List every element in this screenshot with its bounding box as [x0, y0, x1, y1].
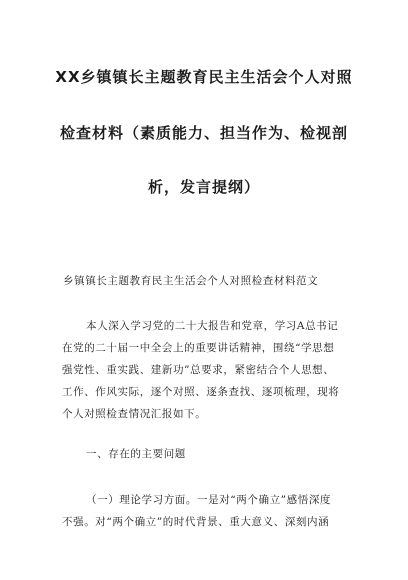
- paragraph-1-line-3: 强党性、重实践、建新功”总要求，紧密结合个人思想、: [62, 364, 335, 376]
- paragraph-2-line-1: （一）理论学习方面。一是对“两个确立”感悟深度: [86, 494, 332, 506]
- document-title-line-1: XX乡镇镇长主题教育民主生活会个人对照: [55, 68, 353, 86]
- document-subtitle: 乡镇镇长主题教育民主生活会个人对照检查材料范文: [63, 275, 319, 287]
- document-title-line-3: 析，发言提纲）: [147, 178, 260, 196]
- paragraph-1-line-5: 个人对照检查情况汇报如下。: [62, 408, 207, 420]
- paragraph-2-line-2: 不强。对“两个确立”的时代背景、重大意义、深刻内涵: [62, 516, 330, 528]
- document-title-line-2: 检查材料（素质能力、担当作为、检视剖: [59, 124, 348, 142]
- section-1-heading: 一、存在的主要问题: [86, 448, 186, 460]
- paragraph-1-line-1: 本人深入学习党的二十大报告和党章，学习A总书记: [86, 320, 339, 332]
- paragraph-1-line-2: 在党的二十届一中全会上的重要讲话精神，围绕“学思想: [62, 342, 335, 354]
- paragraph-1-line-4: 工作、作风实际，逐个对照、逐条查找、逐项梳理，现将: [62, 386, 340, 398]
